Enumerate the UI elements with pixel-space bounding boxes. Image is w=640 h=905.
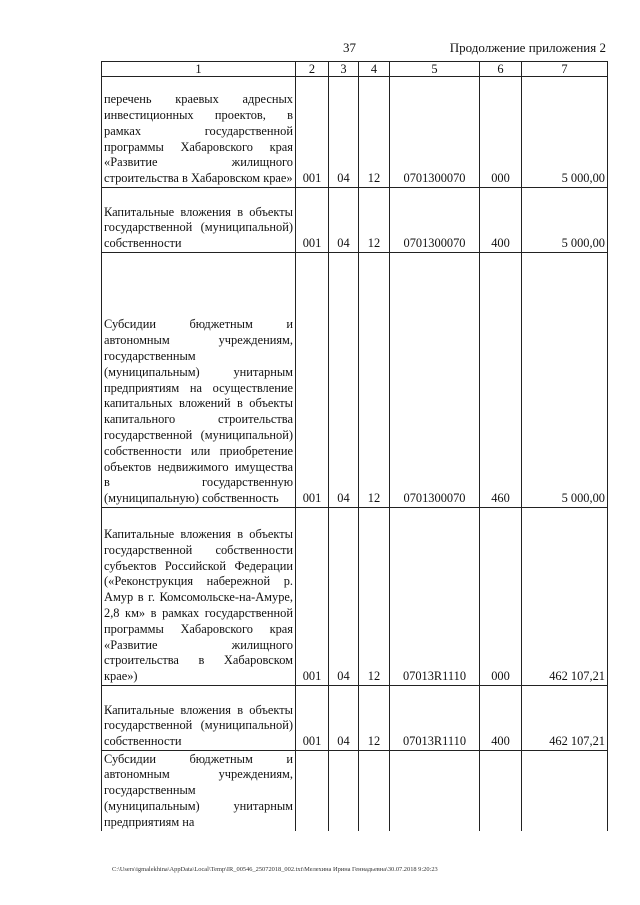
expense-type-cell: 400	[480, 188, 522, 253]
table-row	[102, 188, 608, 253]
amount-cell: 462 107,21	[522, 508, 608, 686]
subsection-cell: 12	[359, 508, 390, 686]
column-header: 5	[390, 62, 480, 77]
expense-type-cell: 400	[480, 686, 522, 751]
row-name-cell	[102, 77, 296, 188]
continuation-label: Продолжение приложения 2	[449, 40, 606, 55]
row-name-text: Капитальные вложения в объекты государственной (муниципальной) собственности	[104, 702, 293, 749]
target-article-cell	[390, 751, 480, 831]
section-cell: 04	[329, 686, 359, 751]
table-row	[102, 77, 608, 188]
table-row	[102, 508, 608, 686]
column-header: 1	[102, 62, 296, 77]
section-cell: 04	[329, 188, 359, 253]
section-cell: 04	[329, 77, 359, 188]
column-header: 3	[329, 62, 359, 77]
row-name-cell	[102, 751, 296, 831]
row-name-text: Капитальные вложения в объекты государственной (муниципальной) собственности	[104, 204, 293, 251]
column-header: 7	[522, 62, 608, 77]
expense-type-cell	[480, 751, 522, 831]
expense-type-cell: 000	[480, 508, 522, 686]
code-cell: 001	[296, 686, 329, 751]
code-cell: 001	[296, 77, 329, 188]
target-article-cell: 0701300070	[390, 253, 480, 508]
table-row	[102, 253, 608, 508]
section-cell: 04	[329, 508, 359, 686]
table-row	[102, 751, 608, 831]
subsection-cell: 12	[359, 188, 390, 253]
page-number: 37	[343, 40, 356, 55]
column-header: 4	[359, 62, 390, 77]
expense-type-cell: 000	[480, 77, 522, 188]
subsection-cell	[359, 751, 390, 831]
amount-cell	[522, 751, 608, 831]
row-name-text: Субсидии бюджетным и автономным учреждениям, государственным (муниципальным) унитарным предприятиям на	[104, 751, 293, 829]
row-name-cell	[102, 188, 296, 253]
table-header-row	[102, 62, 608, 77]
row-name-cell	[102, 508, 296, 686]
row-name-cell	[102, 686, 296, 751]
code-cell: 001	[296, 253, 329, 508]
footer-file-path: C:\Users\igmalekhina\AppData\Local\Temp\IR_00546_25072018_002.txt\Мелехина Ирина Геннадьевна\30.07.2018 9:20:23	[112, 866, 438, 873]
row-name-text: перечень краевых адресных инвестиционных проектов, в рамках государственной программы Хабаровского края «Развитие жилищного строительства в Хабаровском крае»	[104, 92, 293, 186]
amount-cell: 5 000,00	[522, 77, 608, 188]
row-name-text: Капитальные вложения в объекты государственной собственности субъектов Российской Федерации («Реконструкция набережной р. Амур в г. Комсомольске-на-Амуре, 2,8 км» в рамках государственной программы Хабаровского края «Развитие жилищного строительства в Хабаровском крае»)	[104, 527, 293, 684]
subsection-cell: 12	[359, 77, 390, 188]
section-cell	[329, 751, 359, 831]
budget-table	[101, 61, 608, 831]
code-cell: 001	[296, 188, 329, 253]
amount-cell: 462 107,21	[522, 686, 608, 751]
table-row	[102, 686, 608, 751]
column-header: 2	[296, 62, 329, 77]
target-article-cell: 07013R1110	[390, 686, 480, 751]
subsection-cell: 12	[359, 253, 390, 508]
target-article-cell: 0701300070	[390, 77, 480, 188]
expense-type-cell: 460	[480, 253, 522, 508]
row-name-text: Субсидии бюджетным и автономным учреждениям, государственным (муниципальным) унитарным предприятиям на осуществление капитальных вложений в объекты капитального строительства государственной (муниципальной) собственности или приобретение объектов недвижимого имущества в государственную (муниципальную) собственность	[104, 317, 293, 506]
column-header: 6	[480, 62, 522, 77]
code-cell	[296, 751, 329, 831]
section-cell: 04	[329, 253, 359, 508]
row-name-cell	[102, 253, 296, 508]
subsection-cell: 12	[359, 686, 390, 751]
target-article-cell: 0701300070	[390, 188, 480, 253]
code-cell: 001	[296, 508, 329, 686]
amount-cell: 5 000,00	[522, 253, 608, 508]
amount-cell: 5 000,00	[522, 188, 608, 253]
target-article-cell: 07013R1110	[390, 508, 480, 686]
